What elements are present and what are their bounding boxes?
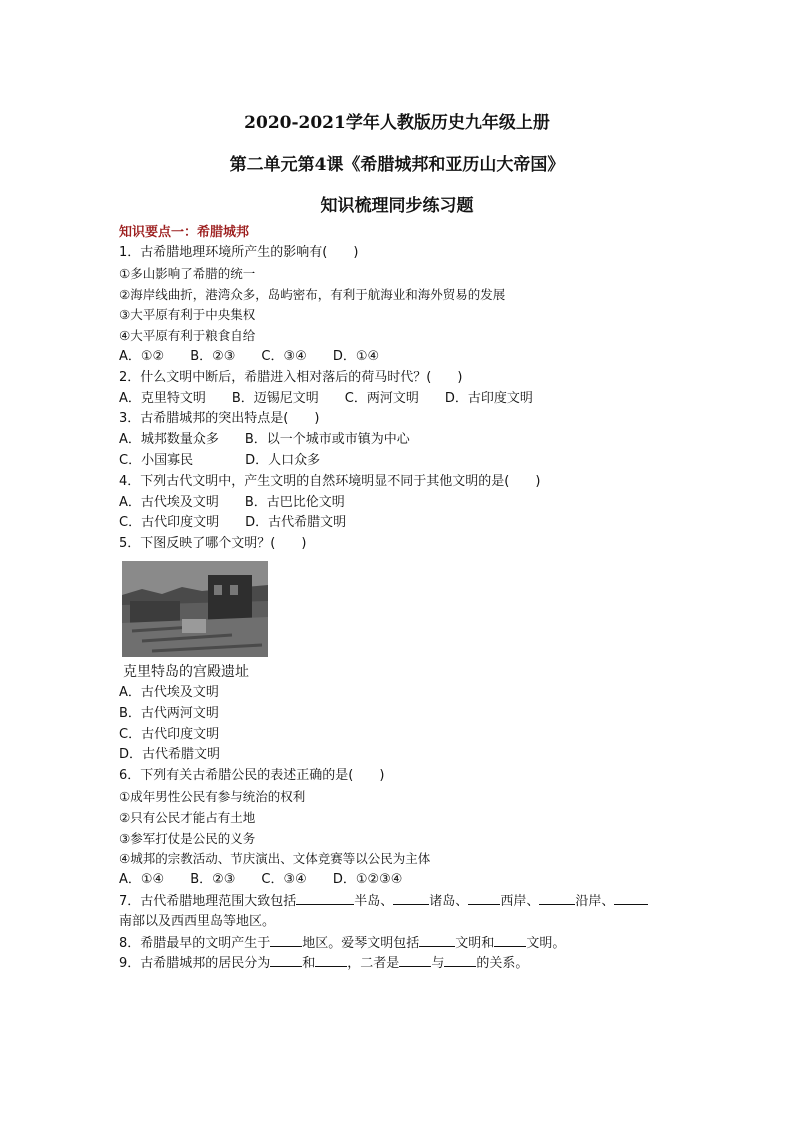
q5-option: A．古代埃及文明 — [119, 684, 219, 700]
q5-option: B．古代两河文明 — [119, 705, 219, 721]
q9-segment: ，二者是 — [347, 956, 400, 972]
q1-item: ②海岸线曲折，港湾众多，岛屿密布，有利于航海业和海外贸易的发展 — [119, 286, 506, 302]
q8-stem: 8．希腊最早的文明产生于 — [119, 935, 271, 951]
fill-blank[interactable] — [614, 891, 648, 905]
q4-options: A．古代埃及文明 B．古巴比伦文明 — [119, 494, 345, 510]
fill-blank[interactable] — [539, 891, 575, 905]
q8-segment: 文明和 — [455, 935, 495, 951]
fill-blank[interactable] — [419, 933, 455, 947]
fill-blank[interactable] — [315, 953, 347, 967]
q7-segment: 沿岸、 — [575, 893, 615, 909]
q6-item: ③参军打仗是公民的义务 — [119, 830, 256, 846]
q9-line — [119, 953, 699, 974]
q1-stem: 1．古希腊地理环境所产生的影响有( ) — [119, 245, 359, 260]
q6-item: ②只有公民才能占有土地 — [119, 809, 256, 825]
q8-segment: 地区。爱琴文明包括 — [302, 935, 420, 951]
q1-item: ①多山影响了希腊的统一 — [119, 265, 256, 281]
q7-line2: 南部以及西西里岛等地区。 — [119, 913, 276, 929]
q6-stem: 6．下列有关古希腊公民的表述正确的是( ) — [119, 768, 385, 784]
q9-segment: 的关系。 — [476, 956, 529, 972]
q4-options: C．古代印度文明 D．古代希腊文明 — [119, 515, 347, 531]
q3-options: C．小国寡民 D．人口众多 — [119, 452, 321, 468]
q7-segment: 半岛、 — [354, 893, 394, 909]
q9-segment: 和 — [302, 956, 316, 972]
fill-blank[interactable] — [399, 953, 431, 967]
q2-options: A．克里特文明 B．迈锡尼文明 C．两河文明 D．古印度文明 — [119, 390, 533, 406]
page-title: 2020-2021学年人教版历史九年级上册 — [244, 113, 550, 133]
page-heading: 知识梳理同步练习题 — [320, 196, 474, 216]
fill-blank[interactable] — [494, 933, 526, 947]
photo-caption: 克里特岛的宫殿遗址 — [123, 663, 249, 680]
q5-option: C．古代印度文明 — [119, 726, 220, 742]
q9-stem: 9．古希腊城邦的居民分为 — [119, 956, 271, 972]
q9-segment: 与 — [431, 956, 445, 972]
q7-line — [119, 891, 699, 912]
photo-illustration — [122, 561, 268, 657]
palace-ruins-photo — [122, 561, 268, 657]
fill-blank[interactable] — [270, 953, 302, 967]
q8-segment: 文明。 — [526, 935, 566, 951]
q6-item: ④城邦的宗教活动、节庆演出、文体竞赛等以公民为主体 — [119, 851, 431, 867]
q5-stem: 5．下图反映了哪个文明？( ) — [119, 536, 307, 552]
q1-options: A．①② B．②③ C．③④ D．①④ — [119, 348, 380, 364]
q6-options: A．①④ B．②③ C．③④ D．①②③④ — [119, 872, 403, 888]
section-heading: 知识要点一：希腊城邦 — [119, 225, 250, 240]
question-list — [119, 243, 699, 974]
q2-stem: 2．什么文明中断后，希腊进入相对落后的荷马时代？( ) — [119, 369, 463, 385]
q4-stem: 4．下列古代文明中，产生文明的自然环境明显不同于其他文明的是( ) — [119, 473, 541, 489]
fill-blank[interactable] — [393, 891, 429, 905]
q7-stem: 7．古代希腊地理范围大致包括 — [119, 893, 297, 909]
fill-blank[interactable] — [444, 953, 476, 967]
q6-item: ①成年男性公民有参与统治的权利 — [119, 788, 306, 804]
q1-item: ③大平原有利于中央集权 — [119, 307, 256, 323]
q1-item: ④大平原有利于粮食自给 — [119, 328, 256, 344]
q3-options: A．城邦数量众多 B．以一个城市或市镇为中心 — [119, 432, 410, 448]
q8-line — [119, 933, 699, 954]
q7-segment: 诸岛、 — [429, 893, 469, 909]
fill-blank[interactable] — [468, 891, 500, 905]
q3-stem: 3．古希腊城邦的突出特点是( ) — [119, 411, 320, 427]
fill-blank[interactable] — [296, 891, 354, 905]
q7-segment: 西岸、 — [500, 893, 540, 909]
fill-blank[interactable] — [270, 933, 302, 947]
page-subtitle: 第二单元第4课《希腊城邦和亚历山大帝国》 — [229, 155, 565, 175]
q5-option: D．古代希腊文明 — [119, 747, 221, 763]
